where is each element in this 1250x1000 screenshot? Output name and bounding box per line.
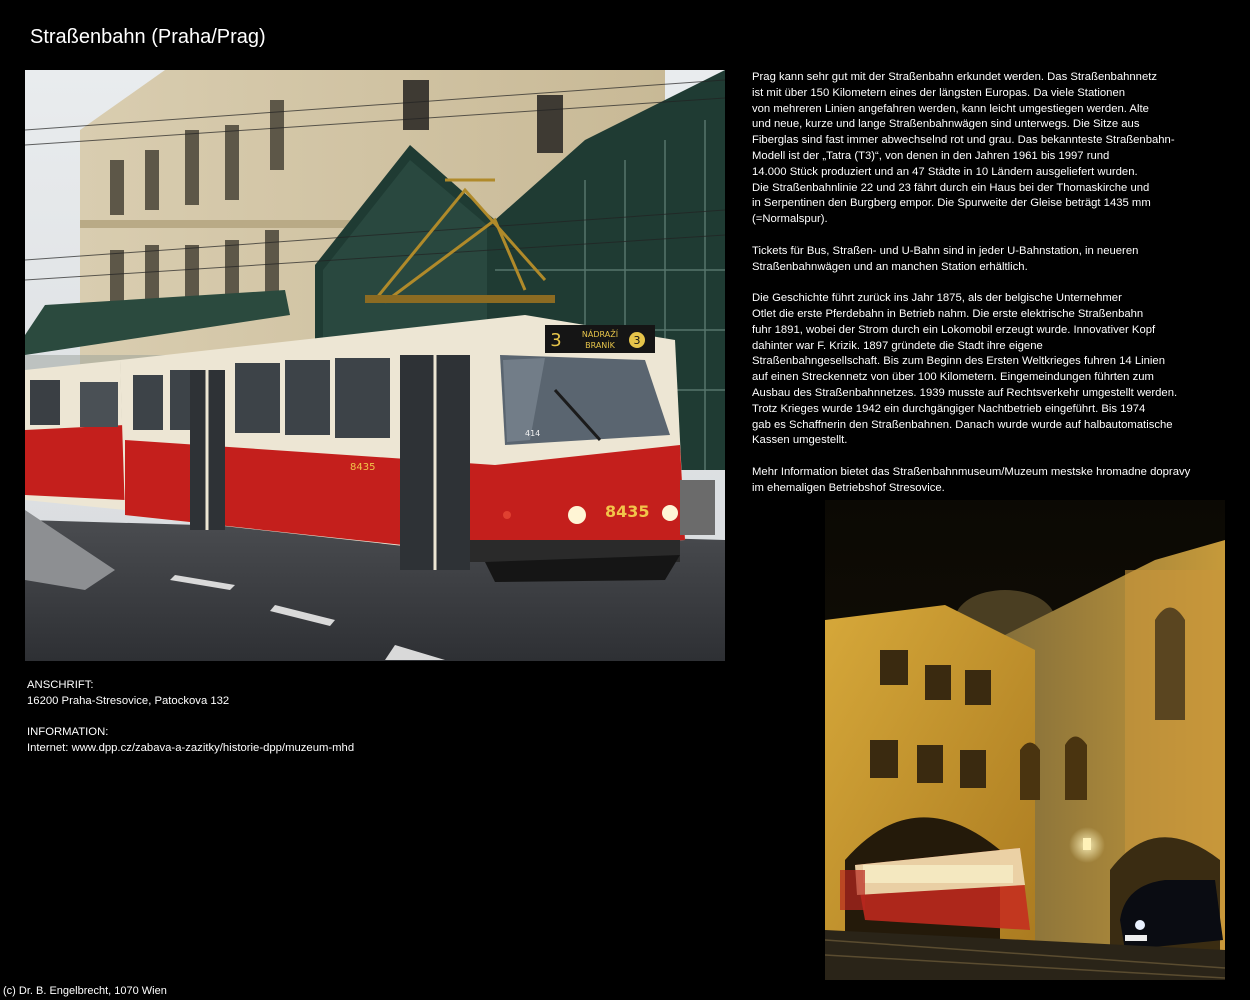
text-line: Prag kann sehr gut mit der Straßenbahn erkundet werden. Das Straßenbahnnetz [752,71,1158,83]
text-line: auf einen Streckennetz von über 100 Kilometern. Eingemeindungen führten zum [752,371,1154,384]
page-title: Straßenbahn (Praha/Prag) [30,26,266,48]
tram-destination-line-1: NÁDRAŽÍ [581,330,619,339]
information-block [27,724,354,756]
tram-street-photo [25,70,725,661]
text-line: und neue, kurze und lange Straßenbahnwägen sind unterwegs. Die Sitze aus [752,118,1140,131]
address-label: ANSCHRIFT: [27,679,94,691]
text-line: dahinter war F. Krizik. 1897 gründete die Stadt ihre eigene [752,339,1043,352]
text-line: Modell ist der „Tatra (T3)“, von denen in den Jahren 1961 bis 1997 rund [752,149,1110,162]
article-text [752,70,1222,512]
copyright-footer: (c) Dr. B. Engelbrecht, 1070 Wien [3,985,167,997]
tram-destination-line-2: BRANÍK [585,341,615,350]
text-line: Trotz Krieges wurde 1942 ein durchgängiger Nachtbetrieb eingeführt. Bis 1974 [752,402,1146,415]
tram-night-photo [825,500,1225,980]
information-label: INFORMATION: [27,726,109,738]
text-line: Otlet die erste Pferdebahn in Betrieb nahm. Die erste elektrische Straßenbahn [752,307,1144,320]
tram-side-number: 8435 [350,462,376,473]
paragraph-intro [752,70,1222,228]
text-line: ist mit über 150 Kilometern eines der längsten Europas. Da viele Stationen [752,86,1126,99]
tram-route-number: 3 [550,330,562,351]
text-line: Straßenbahnwägen und an manchen Station erhältlich. [752,260,1028,273]
text-line: Kassen umgestellt. [752,434,848,447]
text-line: fuhr 1891, wobei der Strom durch ein Lokomobil erzeugt wurde. Innovativer Kopf [752,323,1156,336]
text-line: Tickets für Bus, Straßen- und U-Bahn sind in jeder U-Bahnstation, in neueren [752,244,1139,257]
text-line: Ausbau des Straßenbahnnetzes. 1939 musste auf Rechtsverkehr umgestellt werden. [752,386,1178,399]
text-line: Fiberglas sind fast immer abwechselnd rot und grau. Das bekannteste Straßenbahn- [752,134,1175,147]
text-line: gab es Schaffnerin den Straßenbahnen. Danach wurde wurde auf halbautomatische [752,418,1173,431]
paragraph-museum [752,465,1222,497]
contact-info [27,677,354,771]
text-line: von mehreren Linien angefahren werden, kann leicht umgestiegen werden. Alte [752,102,1149,115]
text-line: 14.000 Stück produziert und an 47 Städte in 10 Ländern ausgeliefert wurden. [752,165,1138,178]
tram-front-number: 414 [525,429,541,438]
paragraph-tickets [752,244,1222,276]
text-line: Die Straßenbahnlinie 22 und 23 fährt durch ein Haus bei der Thomaskirche und [752,181,1150,194]
address-value: 16200 Praha-Stresovice, Patockova 132 [27,695,230,707]
text-line: (=Normalspur). [752,213,828,226]
text-line: Straßenbahngesellschaft. Bis zum Beginn des Ersten Weltkrieges fuhren 14 Linien [752,355,1165,368]
text-line: Die Geschichte führt zurück ins Jahr 1875, als der belgische Unternehmer [752,292,1122,305]
information-link[interactable]: Internet: www.dpp.cz/zabava-a-zazitky/historie-dpp/muzeum-mhd [27,742,355,754]
paragraph-history [752,291,1222,449]
text-line: im ehemaligen Betriebshof Stresovice. [752,481,945,494]
tram-route-badge: 3 [633,334,641,347]
tram-car-number: 8435 [605,502,650,521]
text-line: Mehr Information bietet das Straßenbahnmuseum/Muzeum mestske hromadne dopravy [752,465,1191,478]
text-line: in Serpentinen den Burgberg empor. Die Spurweite der Gleise beträgt 1435 mm [752,197,1151,210]
address-block [27,677,354,709]
